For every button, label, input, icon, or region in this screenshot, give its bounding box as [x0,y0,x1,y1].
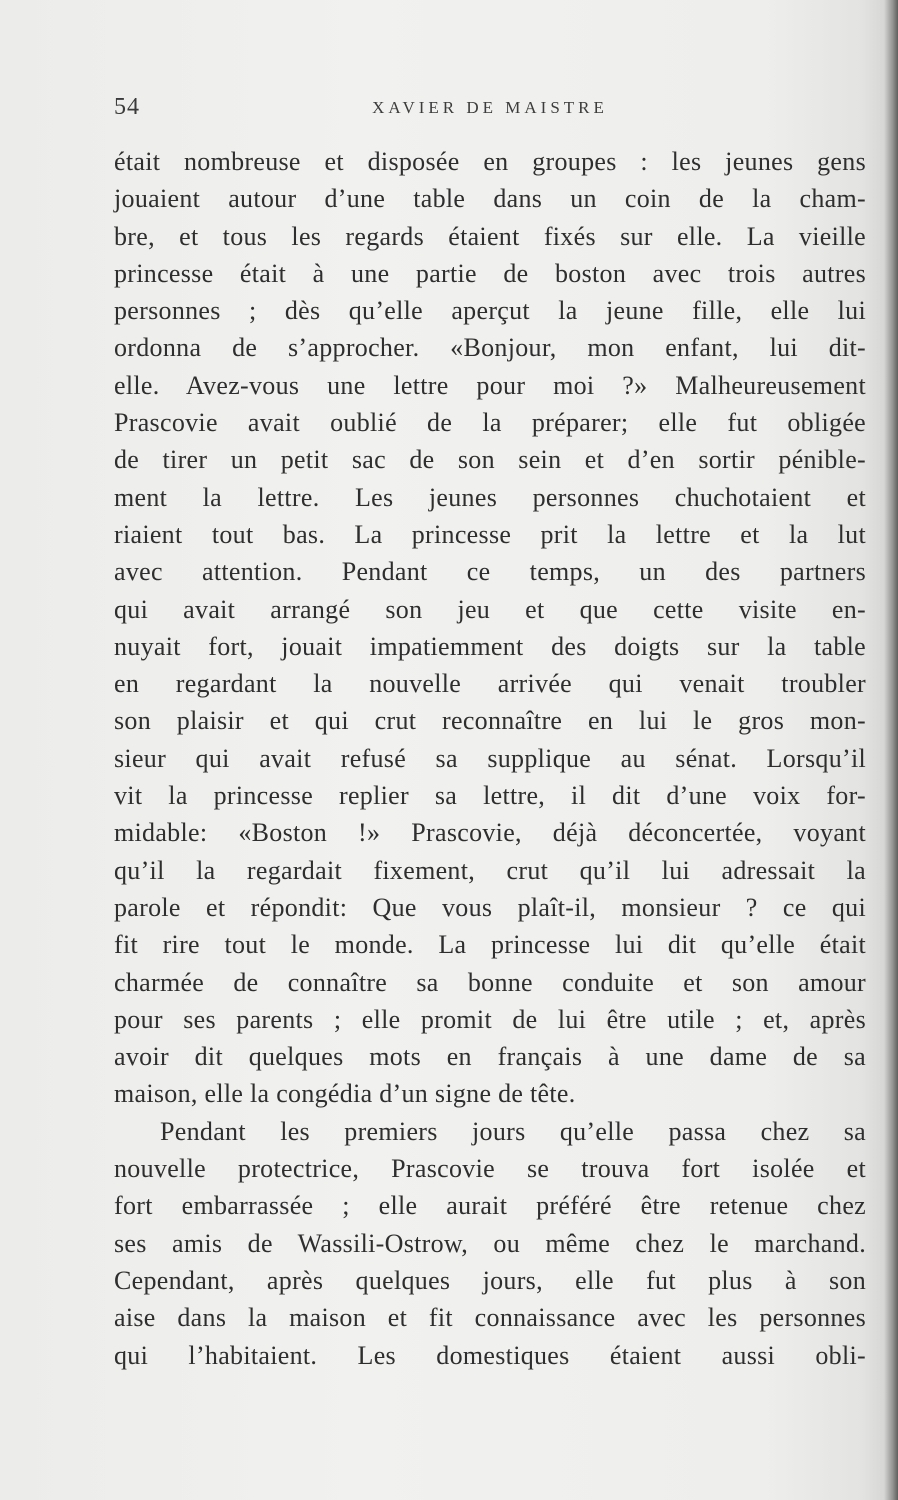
text-line: elle. Avez-vous une lettre pour moi ?» Malheureusement [114,370,866,400]
text-line: jouaient autour d’une table dans un coin de la cham- [114,184,866,214]
text-line: son plaisir et qui crut reconnaître en lui le gros mon- [114,706,866,736]
text-line: riaient tout bas. La princesse prit la lettre et la lut [114,519,866,549]
text-line: sieur qui avait refusé sa supplique au sénat. Lorsqu’il [114,743,866,773]
text-line: qui l’habitaient. Les domestiques étaient aussi obli- [114,1340,866,1370]
text-line: aise dans la maison et fit connaissance avec les personnes [114,1303,866,1333]
paragraph-end-line: maison, elle la congédia d’un signe de tête. [114,1079,576,1109]
text-line: charmée de connaître sa bonne conduite et son amour [114,967,866,997]
body-text [114,143,866,1374]
page-gutter-shadow [884,0,898,1500]
text-line: en regardant la nouvelle arrivée qui venait troubler [114,669,866,699]
text-line: qui avait arrangé son jeu et que cette visite en- [114,594,866,624]
page-header [114,94,866,124]
running-head: XAVIER DE MAISTRE [372,98,608,117]
text-line: vit la princesse replier sa lettre, il dit d’une voix for- [114,781,866,811]
text-line: fort embarrassée ; elle aurait préféré être retenue chez [114,1191,866,1221]
text-line: pour ses parents ; elle promit de lui être utile ; et, après [114,1004,866,1034]
text-line: ses amis de Wassili-Ostrow, ou même chez le marchand. [114,1228,866,1258]
text-line: qu’il la regardait fixement, crut qu’il lui adressait la [114,855,866,885]
text-line: nouvelle protectrice, Prascovie se trouva fort isolée et [114,1154,866,1184]
text-line: midable: «Boston !» Prascovie, déjà déconcertée, voyant [114,818,866,848]
text-line: de tirer un petit sac de son sein et d’en sortir pénible- [114,445,866,475]
page-number: 54 [114,94,140,120]
text-line: avoir dit quelques mots en français à une dame de sa [114,1042,866,1072]
text-line: fit rire tout le monde. La princesse lui dit qu’elle était [114,930,866,960]
paragraph-start-line: Pendant les premiers jours qu’elle passa chez sa [160,1116,866,1146]
text-line: Cependant, après quelques jours, elle fut plus à son [114,1265,866,1295]
text-line: était nombreuse et disposée en groupes : les jeunes gens [114,147,866,176]
text-line: nuyait fort, jouait impatiemment des doigts sur la table [114,631,866,661]
text-line: princesse était à une partie de boston avec trois autres [114,258,866,288]
text-line: Prascovie avait oublié de la préparer; elle fut obligée [114,408,866,438]
text-line: parole et répondit: Que vous plaît-il, monsieur ? ce qui [114,892,866,922]
text-line: ment la lettre. Les jeunes personnes chuchotaient et [114,482,866,512]
text-line: personnes ; dès qu’elle aperçut la jeune fille, elle lui [114,296,866,326]
text-line: avec attention. Pendant ce temps, un des partners [114,557,866,587]
text-line: bre, et tous les regards étaient fixés sur elle. La vieille [114,221,866,251]
text-line: ordonna de s’approcher. «Bonjour, mon enfant, lui dit- [114,333,866,363]
